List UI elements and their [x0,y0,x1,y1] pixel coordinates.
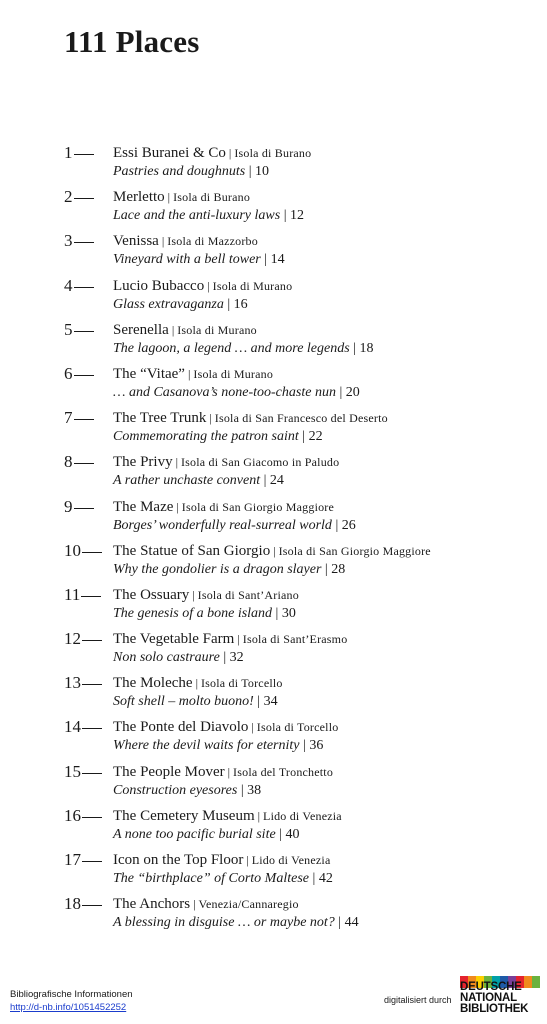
entry-location: Isola di San Giorgio Maggiore [278,543,431,558]
entry-page-separator: | [237,782,248,798]
entry-subline [113,383,360,403]
entry-number-leader [81,596,101,597]
entry-heading [113,186,250,208]
entry-page-number: 42 [318,871,333,886]
entry-page-number: 34 [263,694,278,710]
toc-entry [64,363,534,407]
entry-number-leader [82,817,102,818]
entry-subline [113,648,244,668]
entry-separator: | [237,632,240,647]
entry-number-leader [74,242,94,243]
entry-description: Soft shell – molto buono! [113,694,254,710]
entry-title: The Tree Trunk [113,410,207,427]
entry-page-number: 40 [285,826,300,842]
entry-page-number: 16 [233,296,248,312]
entry-page-separator: | [245,164,256,179]
entry-number-leader [82,640,102,641]
entry-title: Essi Buranei & Co [113,145,226,161]
entry-description: Pastries and doughnuts [113,164,246,179]
entry-heading [113,275,292,297]
entry-location: Isola di Murano [193,366,274,381]
entry-number-leader [82,861,102,862]
entry-page-number: 24 [269,473,284,489]
entry-number-leader [82,773,102,774]
digitized-by-text: digitalisiert durch [384,995,452,1005]
entry-subline [113,516,356,536]
entry-number-value: 13 [64,673,81,693]
entry-location: Isola di Torcello [256,720,339,735]
entry-description: Vineyard with a bell tower [113,252,261,268]
toc-entry [64,849,534,893]
entry-number-leader [74,154,94,155]
entry-separator: | [192,587,195,602]
entry-separator: | [167,190,171,205]
bibliographic-info-label: Bibliografische Informationen [10,989,133,1000]
entry-heading [113,628,347,650]
entry-title: The Ponte del Diavolo [113,719,249,736]
entry-title: Venissa [113,233,159,250]
entry-description: … and Casanova’s none-too-chaste nun [113,384,336,400]
entry-number [64,628,110,650]
entry-number-value: 8 [64,452,73,472]
entry-subline [113,339,374,359]
entry-location: Isola di Sant’Erasmo [242,632,348,647]
entry-heading [113,496,334,518]
entry-number-leader [82,905,102,906]
entry-page-separator: | [335,384,346,400]
entry-location: Isola di Burano [234,146,312,160]
entry-title: The Maze [113,498,174,515]
entry-number [64,672,110,694]
dnb-logo-text: DEUTSCHE NATIONAL BIBLIOTHEK [460,981,529,1015]
entry-heading [113,805,342,827]
entry-page-separator: | [223,296,234,312]
toc-entry [64,496,534,540]
entry-subline [113,692,278,712]
entry-page-separator: | [331,517,342,533]
entry-separator: | [251,720,254,735]
entry-location: Isola di Murano [212,278,293,293]
entry-separator: | [209,411,212,426]
entry-location: Lido di Venezia [263,808,342,823]
entry-heading [113,451,339,473]
entry-location: Isola di San Francesco del Deserto [214,411,388,426]
entry-title: Serenella [113,321,169,338]
entry-number [64,186,110,208]
entry-page-number: 28 [331,561,346,577]
toc-entry [64,275,534,319]
entry-subline [113,913,359,933]
entry-number [64,275,110,297]
entry-heading [113,672,283,694]
entry-page-separator: | [298,429,309,445]
entry-number-leader [82,684,102,685]
entry-separator: | [227,764,231,779]
entry-number-value: 5 [64,319,73,339]
entry-page-separator: | [260,252,271,268]
entry-subline [113,206,304,226]
entry-page-number: 36 [309,738,324,754]
page-title: 111 Places [64,24,200,59]
entry-subline [113,427,323,447]
entry-heading [113,363,273,385]
entry-location: Isola di Burano [173,190,251,205]
entry-title: The Cemetery Museum [113,807,255,824]
entry-subline [113,869,333,889]
entry-number-leader [74,463,94,464]
entry-number-value: 3 [64,231,73,251]
toc-entry [64,761,534,805]
entry-heading [113,849,331,871]
entry-description: Why the gondolier is a dragon slayer [113,561,322,577]
entry-page-separator: | [272,605,282,621]
entry-description: Borges’ wonderfully real-surreal world [113,517,332,533]
toc-entry [64,628,534,672]
entry-number [64,451,110,473]
toc-entry [64,230,534,274]
entry-separator: | [273,543,276,558]
entry-title: The Moleche [113,675,193,692]
entry-subline [113,781,261,801]
entry-number-leader [74,198,94,199]
entry-number-value: 6 [64,363,73,383]
entry-location: Isola di Sant’Ariano [197,587,299,602]
entry-number-value: 18 [64,894,81,914]
entry-subline [113,560,345,580]
entry-separator: | [257,808,261,823]
entry-title: The Privy [113,454,173,471]
entry-description: The “birthplace” of Corto Maltese [113,871,309,886]
entry-subline [113,250,285,270]
entry-description: Glass extravaganza [113,296,224,312]
entry-number [64,584,110,606]
entry-separator: | [176,499,179,514]
entry-title: Lucio Bubacco [113,277,205,294]
entry-page-number: 20 [345,384,360,400]
bibliographic-info-link[interactable]: http://d-nb.info/1051452252 [10,1002,127,1013]
toc-entry [64,319,534,363]
entry-separator: | [171,322,175,337]
entry-heading [113,584,299,606]
entry-number-value: 12 [64,629,81,649]
entry-page-separator: | [260,473,270,489]
entry-description: Lace and the anti-luxury laws [113,208,281,224]
entry-number [64,893,110,915]
entry-page-separator: | [321,561,332,577]
toc-entry [64,805,534,849]
entry-description: Where the devil waits for eternity [113,738,300,754]
entry-number-value: 7 [64,408,73,428]
toc-entry [64,142,534,186]
entry-page-number: 18 [359,340,374,356]
entry-page-separator: | [299,738,310,754]
entry-description: Construction eyesores [113,782,238,798]
entry-number-leader [74,419,94,420]
entry-page-separator: | [334,915,345,931]
entry-number [64,540,110,562]
entry-location: Lido di Venezia [251,853,331,867]
entry-page-number: 30 [281,605,296,621]
entry-heading [113,540,431,562]
entry-page-number: 38 [247,782,262,798]
entry-subline [113,604,296,624]
entry-separator: | [246,853,249,867]
entry-number [64,849,110,871]
entry-number [64,716,110,738]
entry-location: Isola di San Giacomo in Paludo [180,455,340,470]
entry-location: Isola di Mazzorbo [167,234,258,249]
entry-location: Isola del Tronchetto [233,764,334,779]
entry-number-leader [74,287,94,288]
entry-number [64,230,110,252]
toc-entry [64,186,534,230]
entry-title: The Vegetable Farm [113,631,235,648]
entry-number [64,142,110,164]
entry-description: A blessing in disguise … or maybe not? [113,915,335,931]
entry-title: Merletto [113,189,165,206]
entry-subline [113,471,284,491]
entry-number-value: 4 [64,275,73,295]
entry-number-leader [74,508,94,509]
entry-page-number: 26 [341,517,356,533]
entry-number-value: 16 [64,805,81,825]
entry-page-separator: | [309,871,319,886]
entry-number [64,805,110,827]
entry-number-value: 1 [64,143,73,162]
entry-separator: | [228,146,232,160]
entry-description: A rather unchaste convent [113,473,261,489]
entry-location: Isola di Torcello [200,676,283,691]
entry-page-number: 10 [255,164,270,179]
toc-entry [64,451,534,495]
entry-subline [113,162,269,182]
toc-entry [64,584,534,628]
entry-title: The Anchors [113,896,191,913]
toc-entry [64,716,534,760]
entry-page-separator: | [253,694,264,710]
entry-page-separator: | [219,650,230,666]
dnb-logo-bar [532,976,540,988]
entry-number-value: 11 [64,584,81,604]
entry-page-number: 32 [229,650,244,666]
entry-description: The lagoon, a legend … and more legends [113,340,350,356]
entry-number [64,496,110,518]
entry-location: Isola di San Giorgio Maggiore [181,499,335,514]
entry-page-number: 22 [308,429,323,445]
entry-number [64,407,110,429]
entry-subline [113,295,248,315]
dnb-logo [460,976,540,1020]
entry-separator: | [161,234,165,249]
entry-subline [113,736,323,756]
entry-title: The “Vitae” [113,365,185,382]
bibliographic-info [10,988,133,1014]
entry-number-leader [74,331,94,332]
entry-description: Commemorating the patron saint [113,429,299,445]
entry-description: A none too pacific burial site [113,826,276,842]
entry-number-value: 15 [64,761,81,781]
entry-heading [113,230,258,252]
entry-number-value: 10 [64,540,81,560]
entry-number [64,319,110,341]
entry-description: The genesis of a bone island [113,605,273,621]
entry-number-value: 14 [64,717,81,737]
toc-entry [64,672,534,716]
entry-heading [113,407,388,429]
toc-entry [64,893,534,937]
toc-entry [64,540,534,584]
table-of-contents [64,142,534,937]
entry-number-value: 2 [64,187,73,207]
toc-entry [64,407,534,451]
entry-description: Non solo castraure [113,650,220,666]
entry-heading [113,761,333,783]
entry-separator: | [175,455,178,470]
entry-number-value: 17 [64,850,81,869]
entry-heading [113,893,299,915]
entry-location: Isola di Murano [177,322,257,337]
entry-heading [113,319,257,341]
entry-location: Venezia/Cannaregio [198,897,299,912]
entry-number-leader [82,728,102,729]
entry-separator: | [187,366,191,381]
entry-title: The Statue of San Giorgio [113,542,271,559]
entry-number [64,363,110,385]
entry-title: The People Mover [113,763,225,780]
entry-subline [113,825,299,845]
entry-separator: | [193,897,196,912]
entry-number-value: 9 [64,496,73,516]
entry-number-leader [74,375,94,376]
entry-heading [113,142,311,164]
entry-title: The Ossuary [113,586,190,603]
entry-page-number: 44 [344,915,359,931]
entry-separator: | [207,278,210,293]
entry-number [64,761,110,783]
entry-page-separator: | [280,208,291,224]
entry-page-separator: | [349,340,360,356]
entry-heading [113,716,338,738]
entry-page-number: 12 [290,208,305,224]
entry-number-leader [82,552,102,553]
entry-separator: | [195,676,198,691]
entry-page-separator: | [275,826,286,842]
entry-page-number: 14 [270,252,285,268]
entry-title: Icon on the Top Floor [113,852,244,868]
